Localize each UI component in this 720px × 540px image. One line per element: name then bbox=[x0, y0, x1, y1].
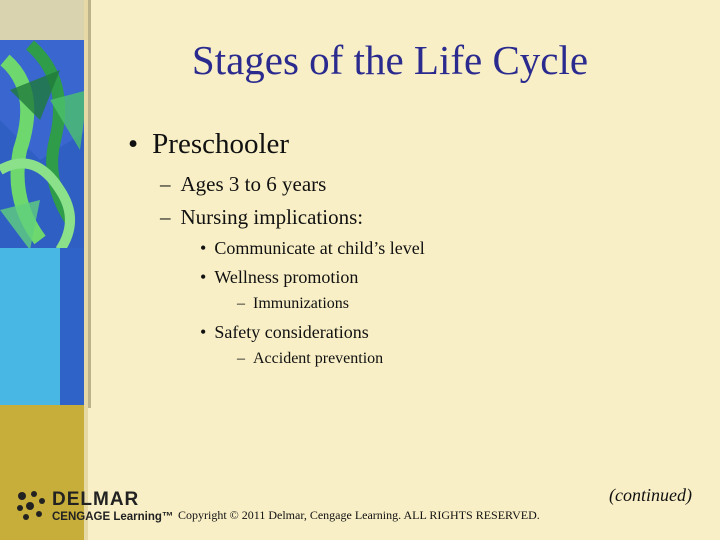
dash-glyph: – bbox=[237, 295, 245, 312]
publisher-logo bbox=[14, 488, 184, 528]
bullet-glyph: • bbox=[200, 238, 207, 258]
bullet-preschooler bbox=[128, 128, 289, 161]
detail-text: Immunizations bbox=[253, 295, 349, 312]
bullet-text: Preschooler bbox=[152, 128, 290, 160]
continued-label: (continued) bbox=[609, 485, 692, 505]
copyright-notice: Copyright © 2011 Delmar, Cengage Learning. ALL RIGHTS RESERVED. bbox=[178, 508, 540, 522]
subitem-nursing bbox=[160, 205, 363, 230]
point-text: Wellness promotion bbox=[214, 267, 359, 287]
bullet-glyph: • bbox=[200, 322, 207, 342]
bullet-glyph: • bbox=[200, 267, 207, 287]
slide-title: Stages of the Life Cycle bbox=[191, 37, 589, 83]
detail-accident bbox=[237, 350, 383, 368]
subitem-text: Ages 3 to 6 years bbox=[180, 172, 327, 196]
side-shadow bbox=[88, 0, 91, 408]
logo-wordmark-cengage: CENGAGE Learning™ bbox=[52, 511, 174, 523]
dash-glyph: – bbox=[160, 205, 171, 229]
point-wellness bbox=[200, 267, 358, 288]
delmar-logo-icon bbox=[14, 488, 48, 522]
point-text: Communicate at child’s level bbox=[214, 238, 425, 258]
logo-wordmark-delmar: DELMAR bbox=[52, 489, 140, 510]
bullet-glyph: • bbox=[128, 128, 139, 160]
dash-glyph: – bbox=[160, 172, 171, 196]
subitem-text: Nursing implications: bbox=[180, 205, 364, 229]
decorative-side-artwork bbox=[0, 0, 88, 408]
point-text: Safety considerations bbox=[214, 322, 369, 342]
subitem-age bbox=[160, 172, 326, 197]
point-communicate bbox=[200, 238, 425, 259]
detail-text: Accident prevention bbox=[253, 350, 384, 367]
dash-glyph: – bbox=[237, 350, 245, 367]
point-safety bbox=[200, 322, 369, 343]
detail-immunizations bbox=[237, 295, 349, 313]
